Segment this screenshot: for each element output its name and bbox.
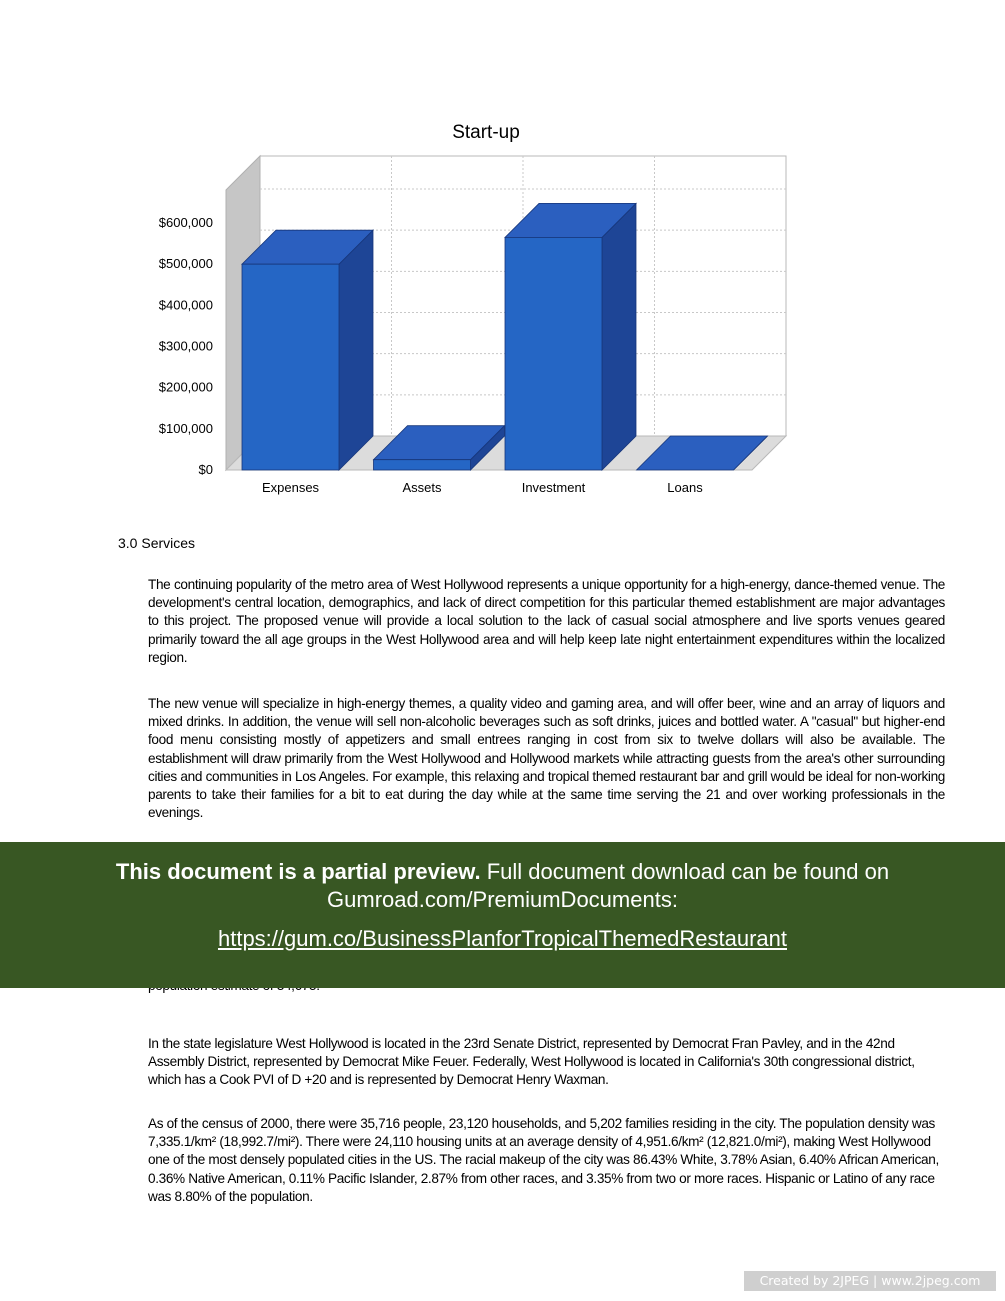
banner-text-line1: Full document download can be found on [480,859,890,884]
paragraph-legislature: In the state legislature West Hollywood is located in the 23rd Senate District, represented by Democrat Fran Pavley, and in the 42nd Assembly District, represented by Democrat Mike Feuer. Federally, West Hollywood is located in California's 30th congressional district, which has a Cook PVI of D +20 and is represented by Democrat Henry Waxman. [148,1036,915,1088]
y-tick-label: $400,000 [158,297,213,313]
bar-assets [374,460,471,470]
banner-text-line2: Gumroad.com/PremiumDocuments: [327,887,678,912]
bar-investment [505,237,602,470]
y-tick-label: $200,000 [158,379,213,395]
preview-banner [0,842,1005,988]
y-tick-label: $500,000 [158,256,213,272]
paragraph-venue: The new venue will specialize in high-energy themes, a quality video and gaming area, and will offer beer, wine and an array of liquors and mixed drinks. In addition, the venue will sell non-alcoholic beverages such as soft drinks, juices and bottled water. A "casual" but higher-end food menu consisting mostly of appetizers and small entrees ranging in cost from six to twelve dollars will also be available. The establishment will draw primarily from the West Hollywood and Hollywood markets while attracting guests from the area's other surrounding cities and communities in Los Angeles. For example, this relaxing and tropical themed restaurant bar and grill would be ideal for non-working parents to take their families for a bit to eat during the day while at the same time serving the 21 and over working professionals in the evenings. [148,696,945,821]
bar-side-investment [602,203,636,470]
x-tick-label: Loans [667,480,703,495]
x-tick-label: Investment [521,480,586,495]
y-tick-label: $300,000 [158,338,213,354]
bar-side-expenses [339,230,373,470]
paragraph-census: As of the census of 2000, there were 35,716 people, 23,120 households, and 5,202 families residing in the city. The population density was 7,335.1/km² (18,992.7/mi²). There were 24,110 housing units at an average density of 4,951.6/km² (12,821.0/mi²), making West Hollywood one of the most densely populated cities in the US. The racial makeup of the city was 86.43% White, 3.78% Asian, 6.40% African American, 0.36% Native American, 0.11% Pacific Islander, 2.87% from other races, and 3.35% from two or more races. Hispanic or Latino of any race was 8.80% of the population. [148,1116,939,1204]
bar-expenses [242,264,339,470]
y-tick-label: $600,000 [158,215,213,230]
banner-bold-text: This document is a partial preview. [115,859,481,884]
banner-message [0,858,1005,914]
watermark: Created by 2JPEG | www.2jpeg.com [744,1271,996,1291]
chart-title: Start-up [452,122,520,143]
y-tick-label: $0 [198,462,213,477]
paragraph-popularity: The continuing popularity of the metro area of West Hollywood represents a unique opportunity for a high-energy, dance-themed venue. The development's central location, demographics, and lack of direct competition for this particular themed establishment are major advantages to this project. The proposed venue will provide a local solution to the lack of casual social atmosphere and live sports venues geared primarily toward the all age groups in the West Hollywood area and will help keep late night entertainment expenditures within the localized region. [148,577,945,665]
x-tick-label: Assets [402,480,442,495]
startup-chart [140,110,800,510]
download-link[interactable]: https://gum.co/BusinessPlanforTropicalThemedRestaurant [217,926,787,951]
y-tick-label: $100,000 [158,420,213,436]
section-heading: 3.0 Services [118,535,196,551]
x-tick-label: Expenses [261,480,320,495]
